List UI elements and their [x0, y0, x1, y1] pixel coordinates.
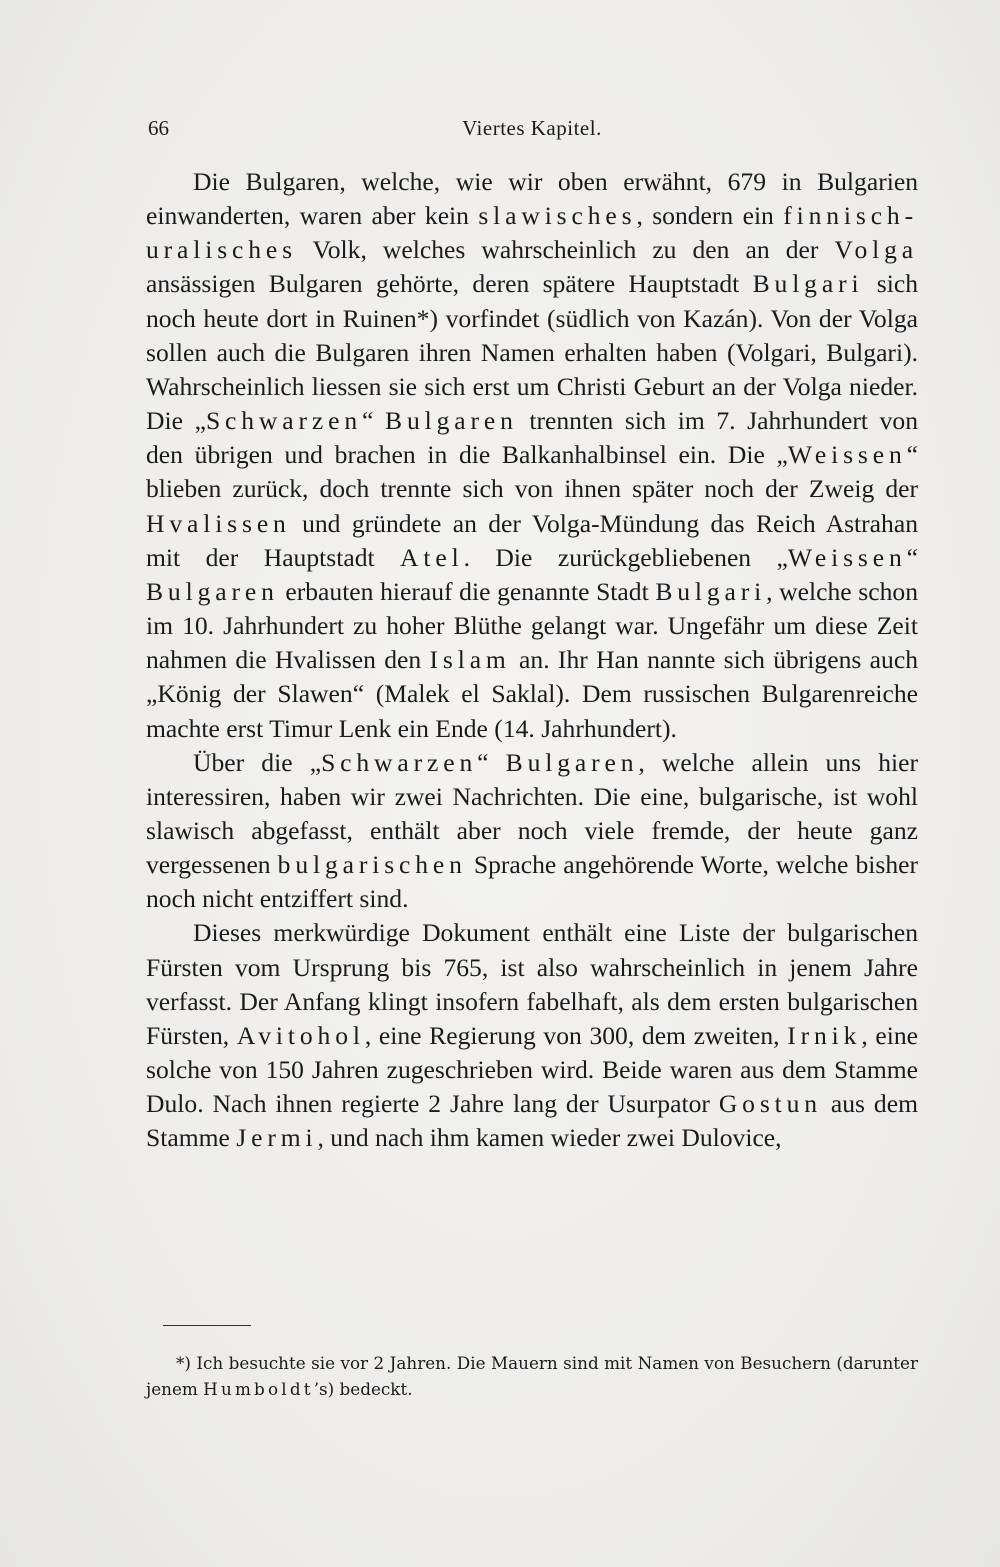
emphasized-spaced-text: Bulgari — [655, 576, 767, 606]
footnote-text — [146, 1350, 918, 1402]
text-run: , sondern ein — [636, 201, 784, 231]
text-run: “ — [906, 542, 918, 572]
text-run: *) Ich besuchte sie vor 2 Jahren. Die Mauern sind mit Namen von Besuchern (darunter jenem — [146, 1353, 918, 1399]
text-run: erbauten hierauf die genannte Stadt — [278, 576, 656, 606]
text-run: Sprache angehörende Worte, welche bisher noch nicht entziffert sind. — [146, 850, 919, 914]
text-run: “ — [477, 747, 506, 777]
emphasized-spaced-text: Jermi — [236, 1123, 318, 1153]
emphasized-spaced-text: Islam — [429, 645, 511, 675]
emphasized-spaced-text: Volga — [834, 235, 918, 265]
body-text — [146, 165, 918, 1156]
text-run: . Die zurückgebliebenen „ — [463, 542, 788, 572]
text-run: ansässigen Bulgaren gehörte, deren spätere Hauptstadt — [146, 269, 753, 299]
running-title: Viertes Kapitel. — [462, 116, 602, 140]
footnote-separator — [163, 1325, 251, 1326]
text-run: Die Bulgaren, welche, wie wir oben erwähnt, 679 in Bulgarien einwanderten, waren aber kein — [146, 167, 918, 231]
text-run: trennten sich im 7. Jahrhundert von den übrigen und brachen in die Balkanhalbinsel ein. Die „ — [146, 406, 919, 470]
text-run: “ — [362, 406, 386, 436]
emphasized-spaced-text: Weissen — [787, 542, 907, 572]
text-run: “ blieben zurück, doch trennte sich von ihnen später noch der Zweig der — [146, 440, 918, 504]
emphasized-spaced-text: Irnik — [787, 1020, 862, 1050]
page-header — [148, 110, 916, 144]
text-run: , welche schon im 10. Jahrhundert zu hoher Blüthe gelangt war. Ungefähr um diese Zeit nahmen die Hvalissen den — [146, 576, 918, 675]
emphasized-spaced-text: Hvalissen — [146, 508, 291, 538]
page-number: 66 — [148, 116, 169, 140]
text-run: Volk, welches wahrscheinlich zu den an der — [296, 235, 835, 265]
text-run: Über die „ — [193, 747, 322, 777]
paragraph — [146, 916, 918, 1155]
emphasized-spaced-text: bulgarischen — [277, 850, 467, 880]
emphasized-spaced-text: Schwarzen — [205, 406, 363, 436]
footnote — [146, 1350, 918, 1402]
text-run: , welche allein uns hier interessiren, haben wir zwei Nachrichten. Die eine, bulgarische, ist wohl slawisch abgefasst, enthält aber noch viele fremde, der heute ganz vergessenen — [146, 747, 918, 880]
text-run: ’s) bedeckt. — [313, 1379, 413, 1399]
text-run: an. Ihr Han nannte sich übrigens auch „König der Slawen“ (Malek el Saklal). Dem russischen Bulgarenreiche machte erst Timur Lenk ein Ende (14. Jahrhundert). — [146, 645, 918, 743]
emphasized-spaced-text: Humboldt — [203, 1379, 314, 1399]
emphasized-spaced-text: Bulgaren — [505, 747, 639, 777]
emphasized-spaced-text: Weissen — [787, 440, 907, 470]
emphasized-spaced-text: Gostun — [718, 1089, 822, 1119]
text-run: , und nach ihm kamen wieder zwei Dulovice, — [317, 1123, 782, 1153]
emphasized-spaced-text: Avitohol — [236, 1020, 365, 1050]
text-run: und gründete an der Volga-Mündung das Reich Astrahan mit der Hauptstadt — [146, 508, 918, 572]
paragraph — [146, 165, 918, 746]
paragraph — [146, 746, 918, 917]
emphasized-spaced-text: Bulgaren — [385, 406, 518, 436]
text-run: sich noch heute dort in Ruinen*) vorfindet (südlich von Kazán). Von der Volga sollen auch die Bulgaren ihren Namen erhalten haben (Volgari, Bulgari). Wahrscheinlich liessen sie sich erst um Christi Geburt an der Volga nieder. Die „ — [146, 269, 918, 436]
emphasized-spaced-text: Schwarzen — [321, 747, 478, 777]
emphasized-spaced-text: Bulgaren — [146, 576, 279, 606]
emphasized-spaced-text: slawisches — [478, 201, 637, 231]
text-run: , eine Regierung von 300, dem zweiten, — [364, 1020, 788, 1050]
emphasized-spaced-text: Atel — [400, 542, 464, 572]
text-run: , eine solche von 150 Jahren zugeschrieben wird. Beide waren aus dem Stamme Dulo. Nach ihnen regierte 2 Jahre lang der Usurpator — [146, 1020, 918, 1119]
text-run: aus dem Stamme — [146, 1089, 918, 1153]
text-run: Dieses merkwürdige Dokument enthält eine Liste der bulgarischen Fürsten vom Ursprung bis 765, ist also wahrscheinlich in jenem Jahre verfasst. Der Anfang klingt insofern fabelhaft, als dem ersten bulgarischen Fürsten, — [146, 918, 918, 1050]
emphasized-spaced-text: Bulgari — [752, 269, 864, 299]
emphasized-spaced-text: finnisch-uralisches — [146, 201, 918, 265]
